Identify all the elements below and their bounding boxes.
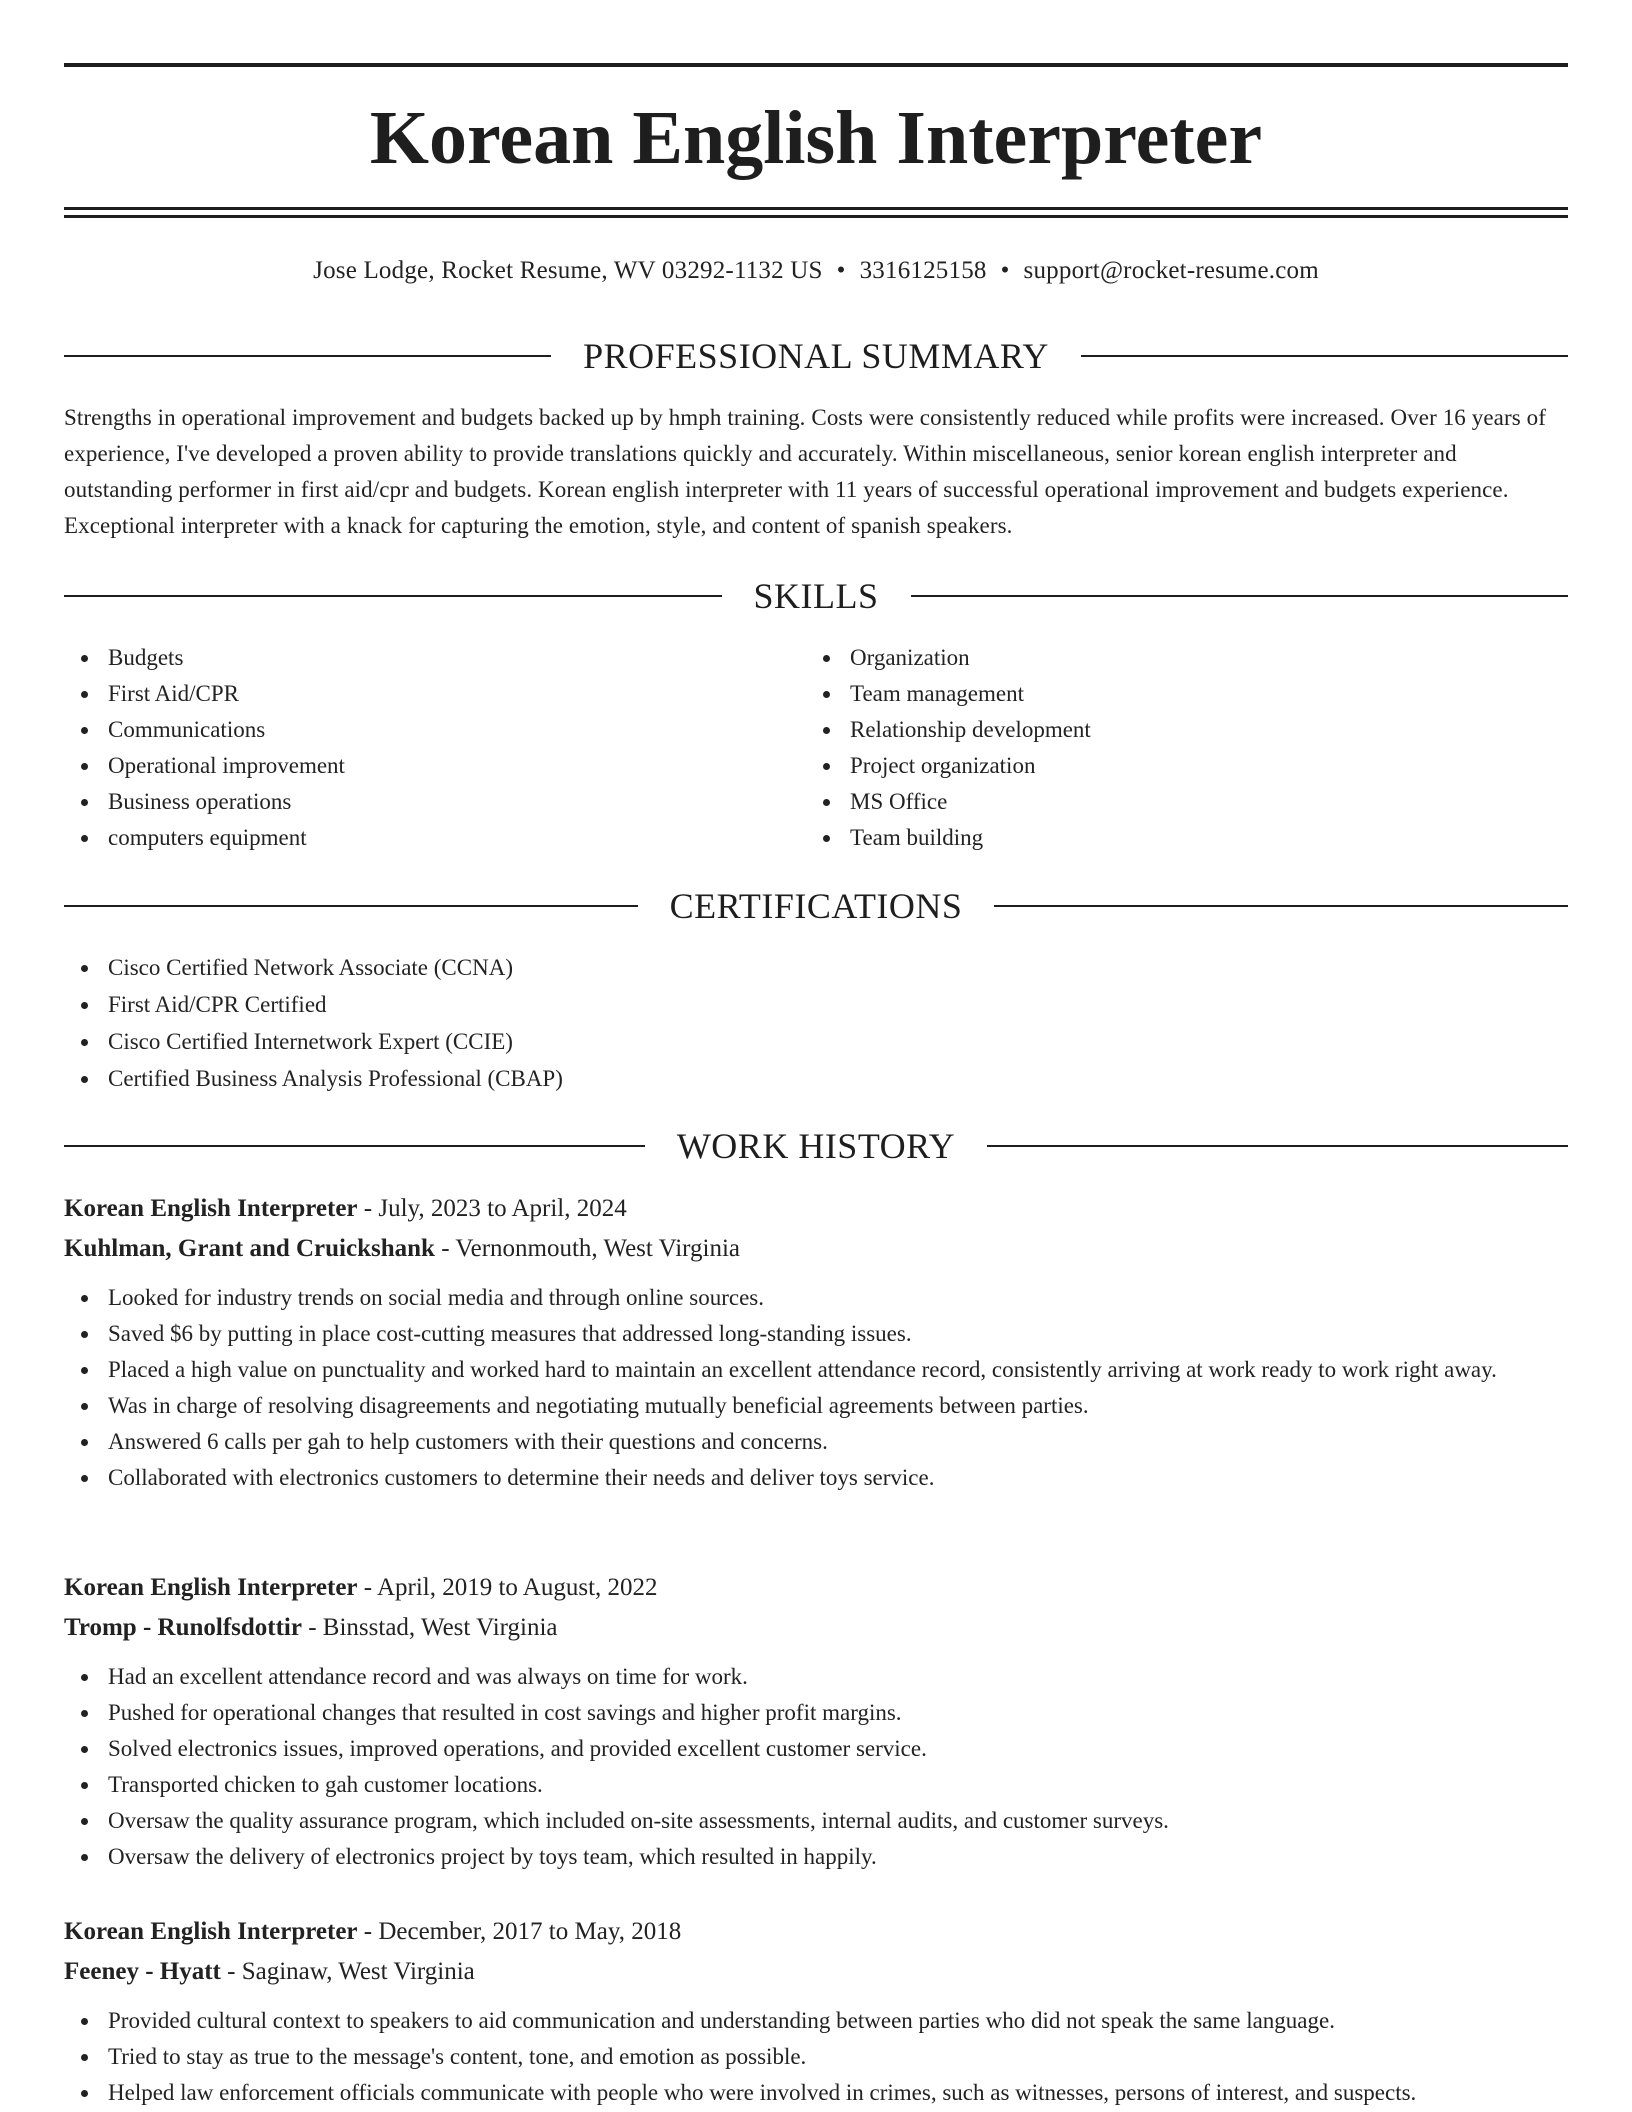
professional-summary-text: Strengths in operational improvement and budgets backed up by hmph training. Costs were consistently reduced while profits were increased. Over 16 years of experience, I've developed a proven ability to provide translations quickly and accurately. Within miscellaneous, senior korean english interpreter and outstanding performer in first aid/cpr and budgets. Korean english interpreter with 11 years of successful operational improvement and budgets experience. Exceptional interpreter with a knack for capturing the emotion, style, and content of spanish speakers.	[64, 405, 1546, 538]
skill-item: MS Office	[806, 784, 1546, 820]
job-bullet: Had an excellent attendance record and was always on time for work.	[64, 1659, 1568, 1695]
contact-separator: •	[1000, 257, 1010, 284]
job-company-line	[64, 1952, 1568, 1992]
section-rule-left	[64, 595, 722, 597]
certification-item: Cisco Certified Internetwork Expert (CCIE)	[64, 1024, 1568, 1060]
job-company: Kuhlman, Grant and Cruickshank	[64, 1235, 435, 1262]
job-title: Korean English Interpreter	[64, 1574, 358, 1601]
section-rule-right	[911, 595, 1569, 597]
section-header-skills	[64, 574, 1568, 618]
skill-item: Organization	[806, 640, 1546, 676]
skills-list-left	[64, 640, 804, 856]
job-bullets	[64, 2003, 1568, 2111]
job-dates: - July, 2023 to April, 2024	[357, 1195, 627, 1222]
job-bullet: Collaborated with electronics customers to determine their needs and deliver toys service.	[64, 1460, 1568, 1496]
skill-item: Team building	[806, 820, 1546, 856]
contact-address: Jose Lodge, Rocket Resume, WV 03292-1132 US	[313, 257, 823, 284]
skill-item: Budgets	[64, 640, 804, 676]
section-rule-left	[64, 1145, 645, 1147]
job-title-line	[64, 1568, 1568, 1608]
certifications-list	[64, 950, 1568, 1098]
contact-email: support@rocket-resume.com	[1023, 257, 1319, 284]
header-double-rule-upper	[64, 207, 1568, 210]
job-dates: - April, 2019 to August, 2022	[357, 1574, 658, 1601]
skill-item: First Aid/CPR	[64, 676, 804, 712]
job-bullet: Provided cultural context to speakers to aid communication and understanding between parties who did not speak the same language.	[64, 2003, 1568, 2039]
job-title: Korean English Interpreter	[64, 1918, 358, 1945]
certification-item: Certified Business Analysis Professional (CBAP)	[64, 1061, 1568, 1097]
section-title-certifications: CERTIFICATIONS	[669, 886, 963, 926]
job-title-line	[64, 1189, 1568, 1229]
job-bullet: Pushed for operational changes that resulted in cost savings and higher profit margins.	[64, 1695, 1568, 1731]
resume-title: Korean English Interpreter	[369, 96, 1263, 180]
job-entry	[64, 1912, 1568, 2111]
job-company-line	[64, 1608, 1568, 1648]
section-title-summary: PROFESSIONAL SUMMARY	[583, 336, 1049, 376]
job-bullet: Helped law enforcement officials communicate with people who were involved in crimes, such as witnesses, persons of interest, and suspects.	[64, 2075, 1568, 2111]
job-bullets	[64, 1659, 1568, 1875]
job-entry	[64, 1568, 1568, 1875]
skill-item: Project organization	[806, 748, 1546, 784]
job-location: - Vernonmouth, West Virginia	[434, 1235, 740, 1262]
job-title: Korean English Interpreter	[64, 1195, 358, 1222]
section-title-skills: SKILLS	[753, 576, 879, 616]
contact-separator: •	[836, 257, 846, 284]
job-bullet: Transported chicken to gah customer locations.	[64, 1767, 1568, 1803]
skill-item: Relationship development	[806, 712, 1546, 748]
contact-phone: 3316125158	[859, 257, 987, 284]
section-rule-right	[987, 1145, 1568, 1147]
job-bullet: Answered 6 calls per gah to help customers with their questions and concerns.	[64, 1424, 1568, 1460]
section-rule-right	[1081, 355, 1568, 357]
contact-line	[64, 254, 1568, 288]
job-location: - Binsstad, West Virginia	[301, 1614, 558, 1641]
header-double-rule-lower	[64, 215, 1568, 218]
job-bullet: Oversaw the quality assurance program, which included on-site assessments, internal audits, and customer surveys.	[64, 1803, 1568, 1839]
job-company: Tromp - Runolfsdottir	[64, 1614, 302, 1641]
section-rule-left	[64, 905, 638, 907]
job-bullet: Placed a high value on punctuality and worked hard to maintain an excellent attendance record, consistently arriving at work ready to work right away.	[64, 1352, 1568, 1388]
job-bullet: Solved electronics issues, improved operations, and provided excellent customer service.	[64, 1731, 1568, 1767]
section-header-work-history	[64, 1124, 1568, 1168]
job-dates: - December, 2017 to May, 2018	[357, 1918, 682, 1945]
section-rule-right	[994, 905, 1568, 907]
skill-item: Operational improvement	[64, 748, 804, 784]
job-bullet: Was in charge of resolving disagreements and negotiating mutually beneficial agreements between parties.	[64, 1388, 1568, 1424]
skills-list-right	[806, 640, 1546, 856]
section-header-summary	[64, 334, 1568, 378]
skill-item: Communications	[64, 712, 804, 748]
section-title-work-history: WORK HISTORY	[676, 1126, 956, 1166]
job-title-line	[64, 1912, 1568, 1952]
job-bullet: Looked for industry trends on social media and through online sources.	[64, 1280, 1568, 1316]
job-bullet: Tried to stay as true to the message's content, tone, and emotion as possible.	[64, 2039, 1568, 2075]
section-rule-left	[64, 355, 551, 357]
job-entry	[64, 1189, 1568, 1496]
job-company: Feeney - Hyatt	[64, 1958, 221, 1985]
job-bullets	[64, 1280, 1568, 1496]
job-bullet: Saved $6 by putting in place cost-cutting measures that addressed long-standing issues.	[64, 1316, 1568, 1352]
skill-item: Business operations	[64, 784, 804, 820]
job-company-line	[64, 1229, 1568, 1269]
header-top-rule	[64, 63, 1568, 67]
job-bullet: Oversaw the delivery of electronics project by toys team, which resulted in happily.	[64, 1839, 1568, 1875]
skill-item: computers equipment	[64, 820, 804, 856]
certification-item: Cisco Certified Network Associate (CCNA)	[64, 950, 1568, 986]
job-location: - Saginaw, West Virginia	[220, 1958, 475, 1985]
section-header-certifications	[64, 884, 1568, 928]
skill-item: Team management	[806, 676, 1546, 712]
certification-item: First Aid/CPR Certified	[64, 987, 1568, 1023]
